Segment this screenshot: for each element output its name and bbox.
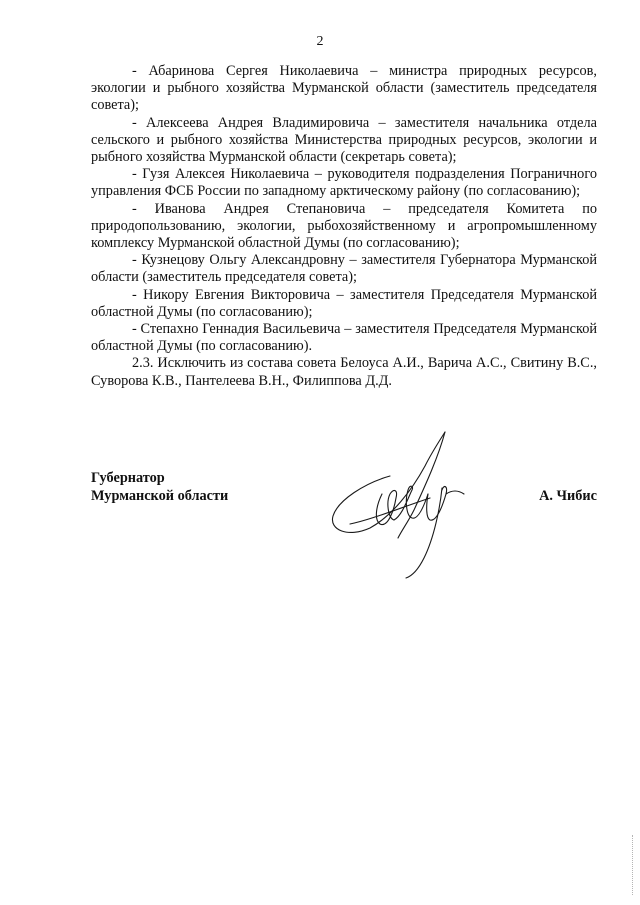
- signatory-name: А. Чибис: [539, 487, 597, 504]
- signatory-title: [91, 470, 228, 505]
- member-item-guz: - Гузя Алексея Николаевича – руководителя подразделения Пограничного управления ФСБ России по западному арктическому району (по согласованию);: [91, 166, 597, 200]
- member-item-stepakhno: - Степахно Геннадия Васильевича – заместителя Председателя Мурманской областной Думы (по согласованию).: [91, 321, 597, 355]
- document-body: [91, 63, 597, 390]
- page-number: 2: [316, 34, 324, 49]
- member-item-kuznetsova: - Кузнецову Ольгу Александровну – заместителя Губернатора Мурманской области (заместитель председателя совета);: [91, 252, 597, 286]
- exclusion-clause: 2.3. Исключить из состава совета Белоуса А.И., Варича А.С., Свитину В.С., Суворова К.В., Пантелеева В.Н., Филиппова Д.Д.: [91, 355, 597, 389]
- member-item-ivanov: - Иванова Андрея Степановича – председателя Комитета по природопользованию, экологии, рыбохозяйственному и агропромышленному комплексу Мурманской областной Думы (по согласованию);: [91, 200, 597, 252]
- signatory-title-line1: Губернатор: [91, 470, 165, 486]
- signatory-title-line2: Мурманской области: [91, 487, 229, 504]
- member-item-nikora: - Никору Евгения Викторовича – заместителя Председателя Мурманской областной Думы (по согласованию);: [91, 286, 597, 320]
- member-item-alekseev: - Алексеева Андрея Владимировича – заместителя начальника отдела сельского и рыбного хозяйства Министерства природных ресурсов, экологии и рыбного хозяйства Мурманской области (секретарь совета);: [91, 114, 597, 166]
- member-item-abarinov: - Абаринова Сергея Николаевича – министра природных ресурсов, экологии и рыбного хозяйства Мурманской области (заместитель председателя совета);: [91, 63, 597, 114]
- page-edge-mark: [632, 835, 637, 895]
- handwritten-signature: [330, 428, 480, 583]
